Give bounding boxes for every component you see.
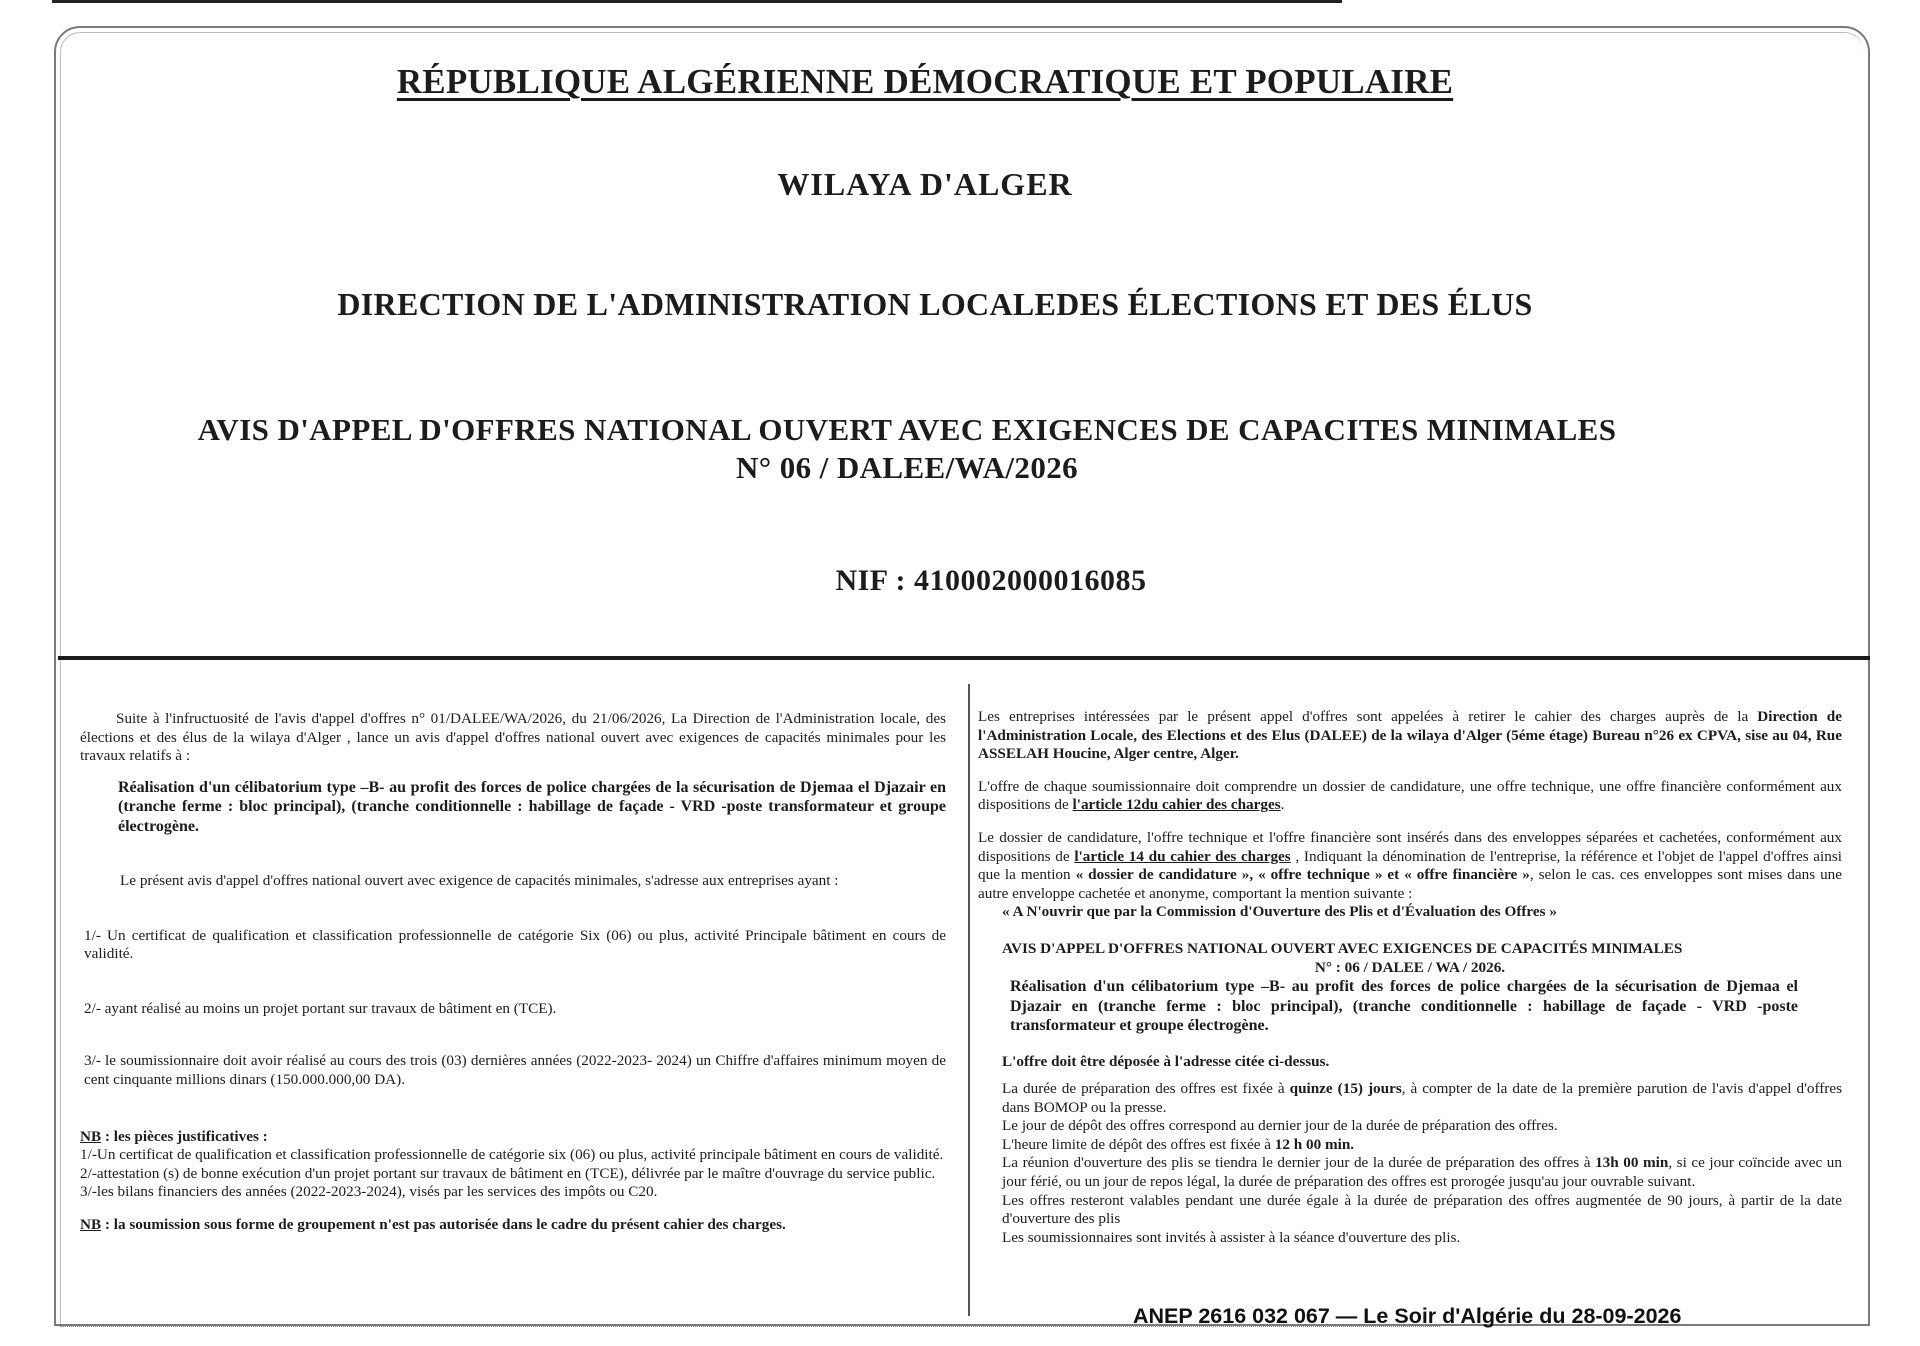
- depot-address: L'offre doit être déposée à l'adresse citée ci-dessus.: [1002, 1053, 1330, 1071]
- requirement-3: 3/- le soumissionnaire doit avoir réalisé au cours des trois (03) dernières années (2022-2023- 2024) un Chiffre d'affaires minimum moyen de cent cinquante millions dinars (150.000.000,00 DA).: [84, 1052, 946, 1088]
- nb-label: NB: [80, 1127, 102, 1145]
- heure-text: L'heure limite de dépôt des offres est fixée à: [1002, 1135, 1275, 1153]
- right-column: [978, 708, 1842, 1247]
- envelope-labels: « dossier de candidature », « offre technique » et « offre financière »: [1075, 866, 1530, 884]
- piece-3: 3/-les bilans financiers des années (2022-2023-2024), visés par les services des impôts ou C20.: [80, 1183, 658, 1201]
- article-14-ref: l'article 14 du cahier des charges: [1074, 847, 1291, 865]
- object-paragraph: Réalisation d'un célibatorium type –B- au profit des forces de police chargées de la sécurisation de Djemaa el Djazair en (tranche ferme : bloc principal), (tranche conditionnelle : habillage de façade - VRD -poste transformateur et groupe électrogène.: [118, 778, 946, 835]
- wilaya-heading: WILAYA D'ALGER: [777, 166, 1073, 202]
- retrait-paragraph: [978, 708, 1842, 764]
- dossier-paragraph: [978, 829, 1842, 903]
- dalee-address: Direction de l'Administration Locale, des Elections et des Elus (DALEE) de la wilaya d'Alger (5éme étage) Bureau n°26 ex CPVA, sise au 04, Rue ASSELAH Houcine, Alger centre, Alger.: [978, 708, 1842, 763]
- groupement-note: [80, 1216, 946, 1235]
- retrait-text: Les entreprises intéressées par le présent appel d'offres sont appelées à retirer le cahier des charges auprès de la: [978, 708, 1758, 725]
- piece-1: 1/-Un certificat de qualification et classification professionnelle de catégorie six (06) ou plus, activité principale bâtiment en cours de validité.: [80, 1146, 944, 1164]
- right-object-paragraph: Réalisation d'un célibatorium type –B- au profit des forces de police chargées de la sécurisation de Djemaa el Djazair en (tranche ferme : bloc principal), (tranche conditionnelle : habillage de façade - VRD -poste transformateur et groupe électrogène.: [1010, 978, 1798, 1034]
- invites-paragraph: Les soumissionnaires sont invités à assister à la séance d'ouverture des plis.: [1002, 1228, 1461, 1246]
- groupement-text: : la soumission sous forme de groupement n'est pas autorisée dans le cadre du présent cahier des charges.: [101, 1215, 786, 1233]
- column-divider: [968, 684, 970, 1316]
- mention-text: « A N'ouvrir que par la Commission d'Ouverture des Plis et d'Évaluation des Offres »: [1002, 903, 1557, 921]
- reunion-time: 13h 00 min: [1595, 1154, 1669, 1172]
- left-column: [80, 710, 946, 1235]
- pieces-heading: [80, 1128, 946, 1147]
- pieces-title: : les pièces justificatives :: [101, 1127, 268, 1145]
- piece-2: 2/-attestation (s) de bonne exécution d'un projet portant sur travaux de bâtiment en (TCE), délivrée par le maître d'ouvrage du service public.: [80, 1164, 936, 1182]
- jour-depot: Le jour de dépôt des offres correspond au dernier jour de la durée de préparation des offres.: [1002, 1117, 1558, 1135]
- duree-paragraph: [978, 1080, 1842, 1117]
- requirement-2: 2/- ayant réalisé au moins un projet portant sur travaux de bâtiment en (TCE).: [84, 999, 557, 1017]
- republic-heading: RÉPUBLIQUE ALGÉRIENNE DÉMOCRATIQUE ET POPULAIRE: [396, 62, 1454, 101]
- reunion-text-2: , si ce jour coïncide avec un jour férié, ou un jour de repos légal, la durée de préparation des offres est prorogée jusqu'au jour ouvrable suivant.: [1002, 1154, 1842, 1190]
- intro-paragraph: Suite à l'infructuosité de l'avis d'appel d'offres n° 01/DALEE/WA/2026, du 21/06/2026, La Direction de l'Administration locale, des élections et des élus de la wilaya d'Alger , lance un avis d'appel d'offres national ouvert avec exigences de capacités minimales pour les travaux relatifs à :: [80, 710, 946, 765]
- reunion-paragraph: [978, 1154, 1842, 1191]
- section-divider: [58, 656, 1870, 660]
- offre-end: .: [1280, 796, 1285, 814]
- right-avis-number: N° : 06 / DALEE / WA / 2026.: [1314, 958, 1506, 976]
- article-12-ref: l'article 12du cahier des charges: [1072, 796, 1281, 814]
- heure-limite: [978, 1136, 1842, 1155]
- validite-paragraph: Les offres resteront valables pendant une durée égale à la durée de préparation des offres augmentée de 90 jours, à partir de la date d'ouverture des plis: [1002, 1191, 1842, 1228]
- dossier-text: Le dossier de candidature, l'offre technique et l'offre financière sont insérés dans des enveloppes séparées et cachetées, conformément aux dispositions de: [978, 828, 1842, 865]
- heure-value: 12 h 00 min.: [1274, 1135, 1355, 1153]
- dossier-text-2: , Indiquant la dénomination de l'entreprise, la référence et l'objet de l'appel d'offres ainsi que la mention: [978, 847, 1842, 884]
- avis-number: N° 06 / DALEE/WA/2026: [735, 450, 1079, 485]
- duree-days: quinze (15) jours: [1289, 1079, 1402, 1097]
- nb-label-2: NB: [80, 1215, 102, 1233]
- offre-paragraph: [978, 778, 1842, 815]
- requirement-1: 1/- Un certificat de qualification et classification professionnelle de catégorie Six (06) ou plus, activité Principale bâtiment en cours de validité.: [84, 926, 946, 963]
- direction-heading: DIRECTION DE L'ADMINISTRATION LOCALEDES ÉLECTIONS ET DES ÉLUS: [337, 286, 1533, 322]
- right-avis-title: AVIS D'APPEL D'OFFRES NATIONAL OUVERT AVEC EXIGENCES DE CAPACITÉS MINIMALES: [1002, 939, 1683, 957]
- dossier-text-3: , selon le cas. ces enveloppes sont mises dans une autre enveloppe cachetée et anonyme, comportant la mention suivante :: [978, 866, 1843, 902]
- duree-text: La durée de préparation des offres est fixée à: [1002, 1079, 1290, 1097]
- nif-number: NIF : 410002000016085: [835, 564, 1147, 597]
- duree-text-2: , à compter de la date de la première parution de l'avis d'appel d'offres dans BOMOP ou la presse.: [1002, 1079, 1842, 1116]
- addressed-paragraph: Le présent avis d'appel d'offres national ouvert avec exigence de capacités minimales, s'adresse aux entreprises ayant :: [120, 872, 839, 889]
- anep-footer: ANEP 2616 032 067 — Le Soir d'Algérie du 28-09-2026: [1133, 1304, 1682, 1328]
- top-border-line: [52, 0, 1342, 3]
- avis-title: AVIS D'APPEL D'OFFRES NATIONAL OUVERT AVEC EXIGENCES DE CAPACITES MINIMALES: [197, 412, 1617, 447]
- offre-text: L'offre de chaque soumissionnaire doit comprendre un dossier de candidature, une offre technique, une offre financière conformément aux dispositions de: [978, 777, 1842, 814]
- reunion-text: La réunion d'ouverture des plis se tiendra le dernier jour de la durée de préparation des offres à: [1002, 1154, 1596, 1172]
